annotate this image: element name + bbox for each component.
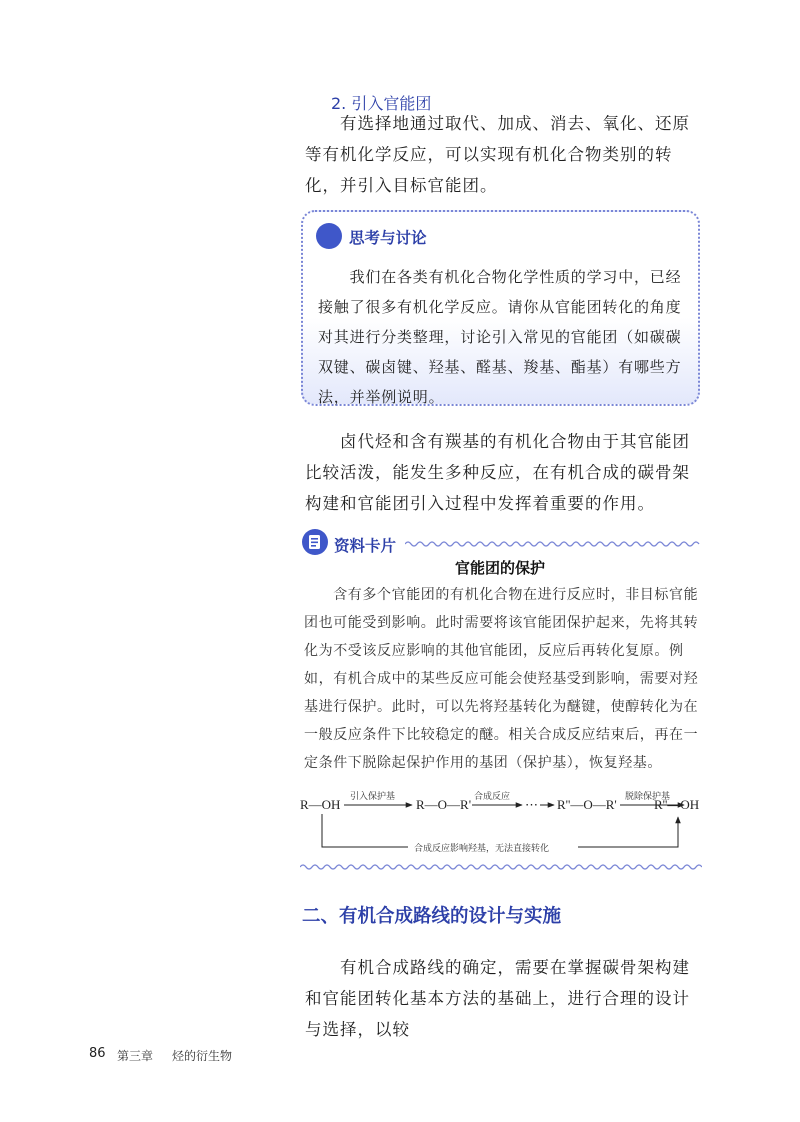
intro-paragraph — [305, 108, 705, 201]
body-paragraph — [305, 426, 705, 519]
chapter-name: 烃的衍生物 — [172, 1049, 233, 1063]
think-discuss-text: 我们在各类有机化合物化学性质的学习中，已经接触了很多有机化学反应。请你从官能团转化的角度对其进行分类整理，讨论引入常见的官能团（如碳碳双键、碳卤键、羟基、醛基、羧基、酯基）有哪些方法，并举例说明。 — [318, 268, 682, 406]
protection-scheme — [300, 787, 702, 857]
part-title: 二、有机合成路线的设计与实施 — [302, 906, 562, 927]
think-discuss-body — [318, 262, 690, 412]
species-product: R''—OH — [654, 797, 700, 812]
paragraph-text: 有机合成路线的确定，需要在掌握碳骨架构建和官能团转化基本方法的基础上，进行合理的设计与选择，以较 — [305, 958, 690, 1039]
data-card-text: 含有多个官能团的有机化合物在进行反应时，非目标官能团也可能受到影响。此时需要将该官能团保护起来，先将其转化为不受该反应影响的其他官能团，反应后再转化复原。例如，有机合成中的某些反应可能会使羟基受到影响，需要对羟基进行保护。此时，可以先将羟基转化为醚键，使醇转化为在一般反应条件下比较稳定的醚。相关合成反应结束后，再在一定条件下脱除起保护作用的基团（保护基），恢复羟基。 — [304, 587, 699, 771]
wave-divider — [405, 538, 701, 550]
page-number: 86 — [89, 1046, 106, 1061]
data-card-subtitle: 官能团的保护 — [455, 559, 546, 577]
species-product-ether: R''—O—R' — [557, 797, 617, 812]
species-ellipsis: ⋯ — [525, 797, 538, 812]
paragraph-text: 有选择地通过取代、加成、消去、氧化、还原等有机化学反应，可以实现有机化合物类别的转化，并引入目标官能团。 — [305, 114, 690, 195]
species-ether: R—O—R' — [416, 797, 472, 812]
bypass-label: 合成反应影响羟基，无法直接转化 — [414, 844, 550, 854]
chapter-label: 第三章 — [117, 1049, 154, 1063]
condition-deprotect: 脱除保护基 — [625, 792, 671, 802]
condition-synthesis: 合成反应 — [474, 792, 511, 802]
condition-protect: 引入保护基 — [350, 792, 396, 802]
circle-bullet-icon — [316, 223, 342, 249]
think-discuss-title: 思考与讨论 — [349, 229, 427, 247]
data-card-body — [304, 581, 702, 777]
section-title: 2. 引入官能团 — [331, 94, 432, 113]
wave-divider — [300, 861, 702, 873]
species-start: R—OH — [300, 797, 341, 812]
document-card-icon — [301, 528, 329, 556]
paragraph-text: 卤代烃和含有羰基的有机化合物由于其官能团比较活泼，能发生多种反应，在有机合成的碳骨架构建和官能团引入过程中发挥着重要的作用。 — [305, 432, 690, 513]
data-card-label: 资料卡片 — [334, 537, 397, 555]
part-paragraph — [305, 952, 705, 1045]
